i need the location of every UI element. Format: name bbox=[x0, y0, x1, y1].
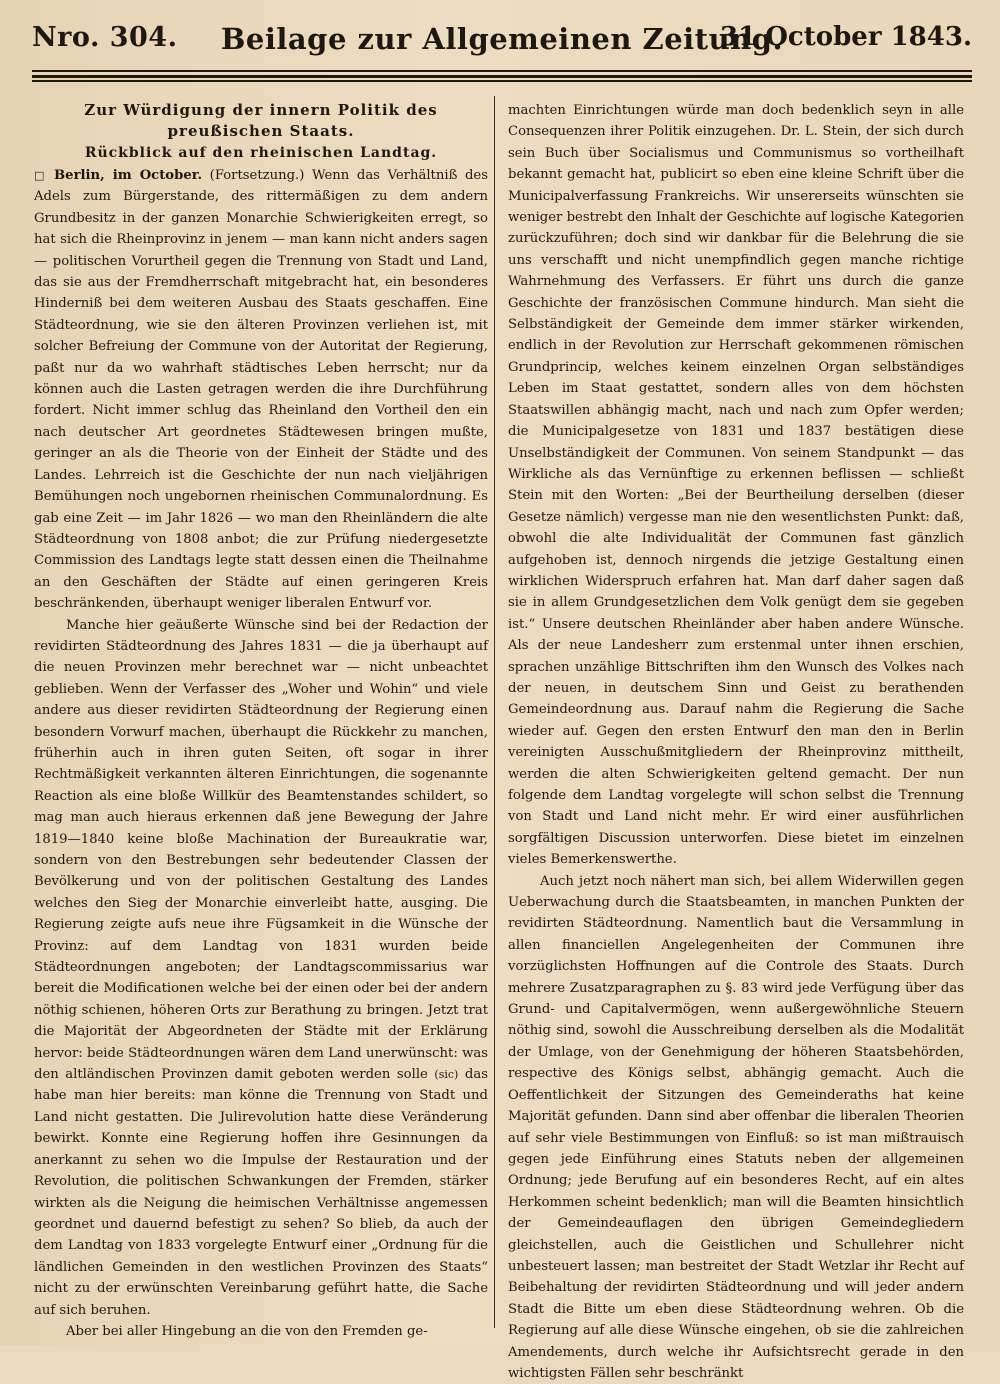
continuation-note: (Fortsetzung.) bbox=[209, 168, 305, 183]
paragraph-text: Wenn das Verhältniß des Adels zum Bürgerstande, des rittermäßigen zu dem andern Grundbesitz in der ganzen Monarchie Schwierigkeiten erregt, so hat sich die Rheinprovinz in jenem — man kann nicht anders sagen — politischen Vorurtheil gegen die Trennung von Stadt und Land, das sie aus der Fremdherrschaft mitgebracht hat, ein besonderes Hinderniß bei dem weiteren Ausbau des Staats geschaffen. Eine Städteordnung, wie sie den älteren Provinzen verliehen ist, mit solcher Befreiung der Commune von der Autoritat der Regierung, paßt nur da wo wahrhaft städtisches Leben herrscht; nur da können auch die Lasten getragen werden die ihre Durchführung fordert. Nicht immer schlug das Rheinland den Vortheil den ein nach deutscher Art geordnetes Städtewesen bringen mußte, geringer an als die Theorie von der Einheit der Städte und des Landes. Lehrreich ist die Geschichte der nun nach vieljährigen Bemühungen noch ungebornen rheinischen Communalordnung. Es gab eine Zeit — im Jahr 1826 — wo man den Rheinländern die alte Städteordnung von 1808 anbot; die zur Prüfung niedergesetzte Commission des Landtags legte statt dessen einen die Theilnahme an den Geschäften der Städte auf einen geringeren Kreis beschränkenden, überhaupt weniger liberalen Entwurf vor. bbox=[34, 168, 488, 612]
masthead bbox=[32, 22, 972, 62]
column-divider bbox=[494, 96, 495, 1328]
article-paragraph: Auch jetzt noch nähert man sich, bei allem Widerwillen gegen Ueberwachung durch die Staatsbeamten, in manchen Punkten der revidirten Städteordnung. Namentlich baut die Versammlung in allen financiellen Angelegenheiten der Communen ihre vorzüglichsten Hoffnungen auf die Controle des Staats. Durch mehrere Zusatzparagraphen zu §. 83 wird jede Verfügung über das Grund- und Capitalvermögen, wenn außergewöhnliche Steuern nöthig sind, sowohl die Ausschreibung derselben als die Modalität der Umlage, von der Genehmigung der höheren Staatsbehörden, respective des Königs selbst, abhängig gemacht. Auch die Oeffentlichkeit der Sitzungen des Gemeinderaths hat keine Majorität gefunden. Dann sind aber offenbar die liberalen Theorien auf sehr viele Bestimmungen von Einfluß: so ist man mißtrauisch gegen jede Einführung eines Statuts neben der allgemeinen Ordnung; jede Berufung auf ein besonderes Recht, auf ein altes Herkommen scheint bedenklich; man will die Beamten hinsichtlich der Gemeindeauflagen den übrigen Gemeindegliedern gleichstellen, auch die Geistlichen und Schullehrer nicht unbesteuert lassen; man bestreitet der Stadt Wetzlar ihr Recht auf Beibehaltung der revidirten Städteordnung und will jeder andern Stadt die Bitte um eben diese Städteordnung wehren. Ob die Regierung auf alle diese Wünsche eingehen, ob sie die zahlreichen Amendements, durch welche ihr Aufsichtsrecht gerade in den wichtigsten Fällen sehr beschränkt bbox=[508, 873, 964, 1381]
paragraph-text: das habe man hier bereits: man könne die Trennung von Stadt und Land nicht gestatten. Die Julirevolution hatte diese Veränderung bewirkt. Konnte eine Regierung hoffen ihre Gesinnungen da anerkannt zu sehen wo die Impulse der Restauration und der Revolution, die politischen Schwankungen der Fremden, stärker wirkten als die Neigung die heimischen Verhältnisse angemessen geordnet und dauernd befestigt zu sehen? So blieb, da auch der dem Landtag von 1833 vorgelegte Entwurf einer „Ordnung für die ländlichen Gemeinden in den westlichen Provinzen des Staats“ nicht zu der erwünschten Vereinbarung geführt hatte, die Sache auf sich beruhen. bbox=[34, 1067, 488, 1318]
dateline: Berlin, im October. bbox=[54, 168, 203, 183]
issue-date: 31 October 1843. bbox=[720, 22, 972, 52]
header-rule bbox=[32, 70, 972, 82]
article-paragraph bbox=[34, 615, 488, 1321]
sic-note: (sic) bbox=[434, 1068, 459, 1082]
right-column bbox=[508, 100, 964, 1384]
left-column bbox=[34, 100, 488, 1342]
newspaper-title: Beilage zur Allgemeinen Zeitung. bbox=[220, 22, 784, 56]
article-headline: Zur Würdigung der innern Politik des preußischen Staats. bbox=[84, 101, 438, 140]
article-paragraph: Aber bei aller Hingebung an die von den Fremden ge- bbox=[66, 1323, 428, 1339]
article-paragraph bbox=[34, 165, 488, 615]
paragraph-text: Manche hier geäußerte Wünsche sind bei der Redaction der revidirten Städteordnung des Jahres 1831 — die ja überhaupt auf die neuen Provinzen mehr berechnet war — nicht unbeachtet geblieben. Wenn der Verfasser des „Woher und Wohin“ und viele andere aus dieser revidirten Städteordnung der Regierung einen besondern Vorwurf machen, überhaupt die Rückkehr zu manchen, früherhin auch in ihren guten Seiten, oft sogar in ihrer Rechtmäßigkeit verkannten älteren Einrichtungen, die sogenannte Reaction als eine bloße Willkür des Beamtenstandes schildert, so mag man auch hieraus erkennen daß jene Bewegung der Jahre 1819—1840 keine bloße Machination der Bureaukratie war, sondern von den Bestrebungen sehr bedeutender Classen der Bevölkerung und von der politischen Gestaltung des Landes welches den Sieg der Monarchie einverleibt hatte, ausging. Die Regierung zeigte aufs neue ihre Fügsamkeit in die Wünsche der Provinz: auf dem Landtag von 1831 wurden beide Städteordnungen angeboten; der Landtagscommissarius war bereit die Modificationen welche bei der einen oder bei der andern nöthig schienen, höheren Orts zur Berathung zu bringen. Jetzt trat die Majorität der Abgeordneten der Städte mit der Erklärung hervor: beide Städteordnungen wären dem Land unerwünscht: was den altländischen Provinzen damit geboten werden solle bbox=[34, 617, 488, 1083]
issue-number: Nro. 304. bbox=[32, 22, 178, 53]
article-subheadline: Rückblick auf den rheinischen Landtag. bbox=[84, 145, 438, 161]
article-paragraph: machten Einrichtungen würde man doch bedenklich seyn in alle Consequenzen ihrer Politik einzugehen. Dr. L. Stein, der sich durch sein Buch über Socialismus und Communismus so vortheilhaft bekannt gemacht hat, publicirt so eben eine kleine Schrift über die Municipalverfassung Frankreichs. Wir unsererseits wünschten sie weniger bestrebt den Inhalt der Geschichte auf logische Kategorien zurückzuführen; doch sind wir dankbar für die Belehrung die sie uns verschafft und nicht unempfindlich gegen manche richtige Wahrnehmung des Verfassers. Er führt uns durch die ganze Geschichte der französischen Commune hindurch. Man sieht die Selbständigkeit der Gemeinde dem immer stärker wirkenden, endlich in der Revolution zur Herrschaft gekommenen römischen Grundprincip, welches keinem einzelnen Organ selbständiges Leben im Staat gestattet, sondern alles von dem höchsten Staatswillen abhängig macht, nach und nach zum Opfer werden; die Municipalgesetze von 1831 und 1837 bestätigen diese Unselbständigkeit der Communen. Von seinem Standpunkt — das Wirkliche als das Vernünftige zu erkennen beflissen — schließt Stein mit den Worten: „Bei der Beurtheilung derselben (dieser Gesetze nämlich) vergesse man nie den wesentlichsten Punkt: daß, obwohl die alte Individualität der Communen fast gänzlich aufgehoben ist, dennoch nirgends die jetzige Gestaltung einen wirklichen Widerspruch erfahren hat. Man darf daher sagen daß sie in allem Grundgesetzlichen dem Volk genügt dem sie gegeben ist.“ Unsere deutschen Rheinländer aber haben andere Wünsche. Als der neue Landesherr zum erstenmal unter ihnen erschien, sprachen unzählige Bittschriften ihm den Wunsch des Volkes nach der neuen, in deutschem Sinn und Geist zu berathenden Gemeindeordnung aus. Darauf nahm die Regierung die Sache wieder auf. Gegen den ersten Entwurf den man den in Berlin vereinigten Ausschußmitgliedern der Rheinprovinz mittheilt, werden die alten Schwierigkeiten geltend gemacht. Der nun folgende dem Landtag vorgelegte will schon selbst die Trennung von Stadt und Land nicht mehr. Er wird einer ausführlichen sorgfältigen Discussion unterworfen. Diese bietet im einzelnen vieles Bemerkenswerthe. bbox=[508, 103, 964, 868]
square-marker-icon: □ bbox=[34, 169, 45, 182]
